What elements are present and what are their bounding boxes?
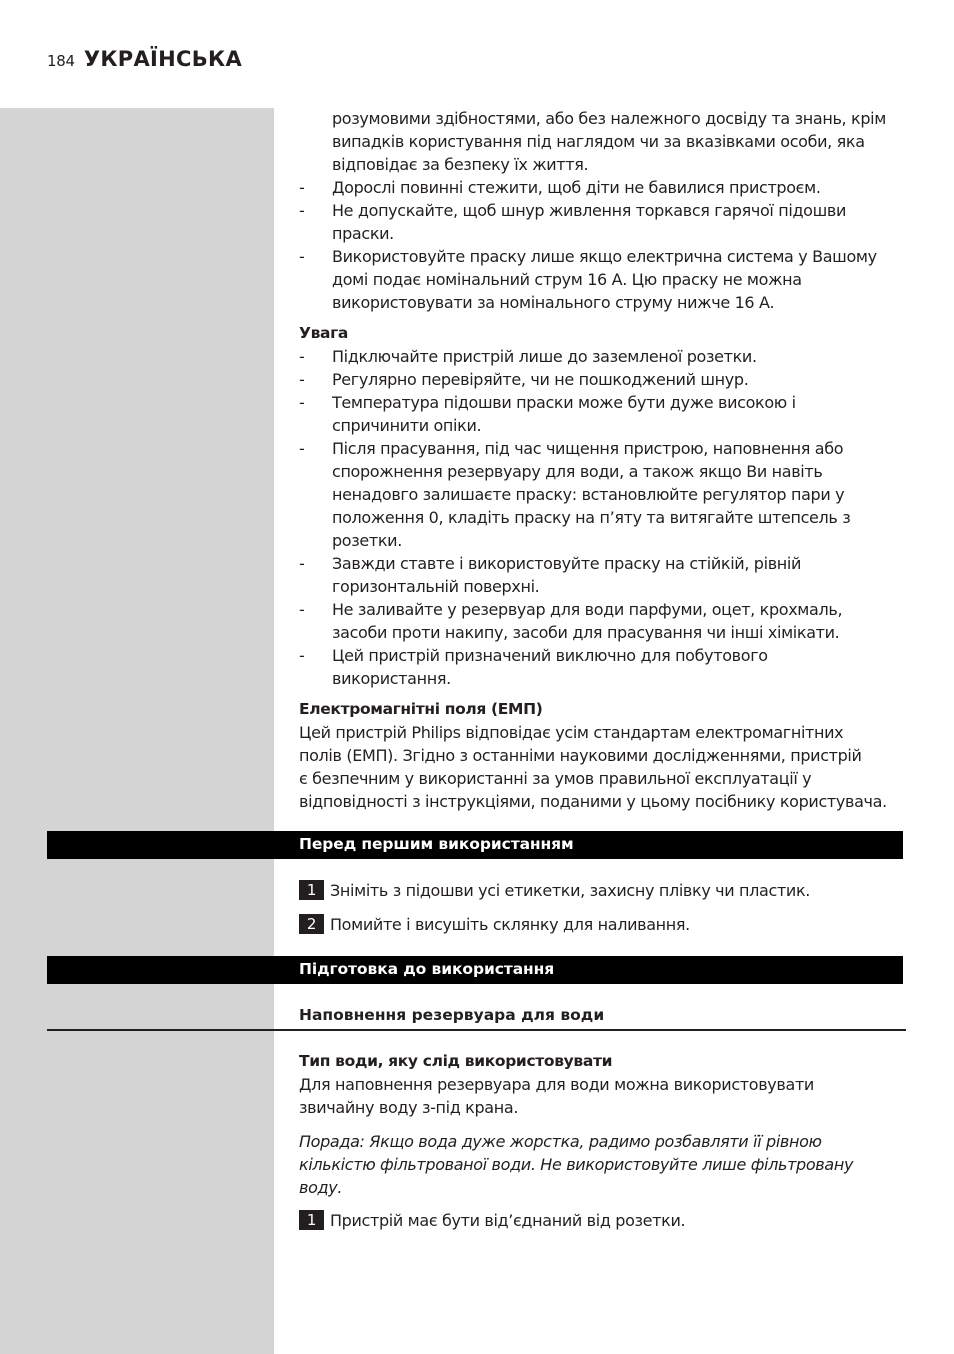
text-line: Не допускайте, щоб шнур живлення торкався гарячої підошви (332, 201, 847, 220)
dash-bullet: - (299, 646, 305, 665)
page-number: 184 (47, 52, 75, 70)
dash-bullet: - (299, 393, 305, 412)
text-line: Завжди ставте і використовуйте праску на стійкій, рівній (332, 554, 802, 573)
dash-bullet: - (299, 439, 305, 458)
text-line: спричинити опіки. (332, 416, 482, 435)
step-text: Помийте і висушіть склянку для наливання. (330, 915, 690, 934)
text-line: розумовими здібностями, або без належного досвіду та знань, крім (332, 109, 886, 128)
dash-bullet: - (299, 600, 305, 619)
text-line: горизонтальній поверхні. (332, 577, 540, 596)
tip-line: кількістю фільтрованої води. Не використовуйте лише фільтровану (299, 1155, 854, 1174)
text-line: Використовуйте праску лише якщо електрична система у Вашому (332, 247, 877, 266)
text-line: Регулярно перевіряйте, чи не пошкоджений шнур. (332, 370, 749, 389)
text-line: Цей пристрій Philips відповідає усім стандартам електромагнітних (299, 723, 844, 742)
emf-heading: Електромагнітні поля (ЕМП) (299, 700, 543, 718)
section-bar-preparing (47, 956, 903, 984)
text-line: випадків користування під наглядом чи за вказівками особи, яка (332, 132, 865, 151)
caution-block (299, 322, 909, 690)
text-line: звичайну воду з-під крана. (299, 1098, 519, 1117)
filling-heading: Наповнення резервуара для води (299, 1006, 605, 1024)
page-header (47, 47, 242, 71)
section-bar-before-first-use (47, 831, 903, 859)
list-item (299, 345, 909, 368)
dash-bullet: - (299, 201, 305, 220)
list-item (299, 199, 909, 245)
text-line: Не заливайте у резервуар для води парфуми, оцет, крохмаль, (332, 600, 843, 619)
text-line: використання. (332, 669, 451, 688)
step-text: Пристрій має бути від’єднаний від розетки. (330, 1211, 686, 1230)
dash-bullet: - (299, 178, 305, 197)
dash-bullet: - (299, 247, 305, 266)
text-line: положення 0, кладіть праску на п’яту та витягайте штепсель з (332, 508, 851, 527)
section-title: Підготовка до використання (299, 960, 555, 978)
text-line: Цей пристрій призначений виключно для побутового (332, 646, 768, 665)
tip-line: Порада: Якщо вода дуже жорстка, радимо розбавляти її рівною (299, 1132, 822, 1151)
list-item (299, 176, 909, 199)
list-item (299, 598, 909, 644)
text-line: Температура підошви праски може бути дуже високою і (332, 393, 796, 412)
text-line: розетки. (332, 531, 402, 550)
text-line: Дорослі повинні стежити, щоб діти не бавилися пристроєм. (332, 178, 821, 197)
text-line: відповідності з інструкціями, поданими у цьому посібнику користувача. (299, 792, 887, 811)
list-item (299, 391, 909, 437)
dash-bullet: - (299, 370, 305, 389)
text-line: відповідає за безпеку їх життя. (332, 155, 589, 174)
list-item (299, 245, 909, 314)
text-line: Після прасування, під час чищення пристрою, наповнення або (332, 439, 844, 458)
step-number: 1 (299, 880, 324, 900)
step-text: Зніміть з підошви усі етикетки, захисну плівку чи пластик. (330, 881, 811, 900)
list-item (299, 552, 909, 598)
numbered-step (299, 880, 810, 900)
text-line: засоби проти накипу, засоби для прасування чи інші хімікати. (332, 623, 840, 642)
divider-rule (47, 1029, 906, 1031)
text-line: домі подає номінальний струм 16 А. Цю праску не можна (332, 270, 802, 289)
text-line: Для наповнення резервуара для води можна використовувати (299, 1075, 814, 1094)
numbered-step (299, 1210, 685, 1230)
section-language-title: УКРАЇНСЬКА (83, 47, 243, 71)
water-type-block (299, 1050, 909, 1199)
left-margin-panel (0, 108, 274, 1354)
numbered-step (299, 914, 690, 934)
step-number: 2 (299, 914, 324, 934)
emf-block (299, 698, 909, 813)
water-type-heading: Тип води, яку слід використовувати (299, 1052, 613, 1070)
list-item (299, 437, 909, 552)
list-item (299, 644, 909, 690)
text-line: використовувати за номінального струму нижче 16 А. (332, 293, 775, 312)
section-title: Перед першим використанням (299, 835, 574, 853)
intro-block (299, 107, 909, 314)
text-line: полів (ЕМП). Згідно з останніми науковими дослідженнями, пристрій (299, 746, 862, 765)
dash-bullet: - (299, 347, 305, 366)
text-line: ненадовго залишаєте праску: встановлюйте регулятор пари у (332, 485, 845, 504)
caution-heading: Увага (299, 324, 349, 342)
text-line: праски. (332, 224, 394, 243)
list-item (299, 107, 909, 176)
tip-line: воду. (299, 1178, 343, 1197)
text-line: Підключайте пристрій лише до заземленої розетки. (332, 347, 757, 366)
list-item (299, 368, 909, 391)
text-line: є безпечним у використанні за умов правильної експлуатації у (299, 769, 812, 788)
dash-bullet: - (299, 554, 305, 573)
step-number: 1 (299, 1210, 324, 1230)
text-line: спорожнення резервуару для води, а також якщо Ви навіть (332, 462, 823, 481)
